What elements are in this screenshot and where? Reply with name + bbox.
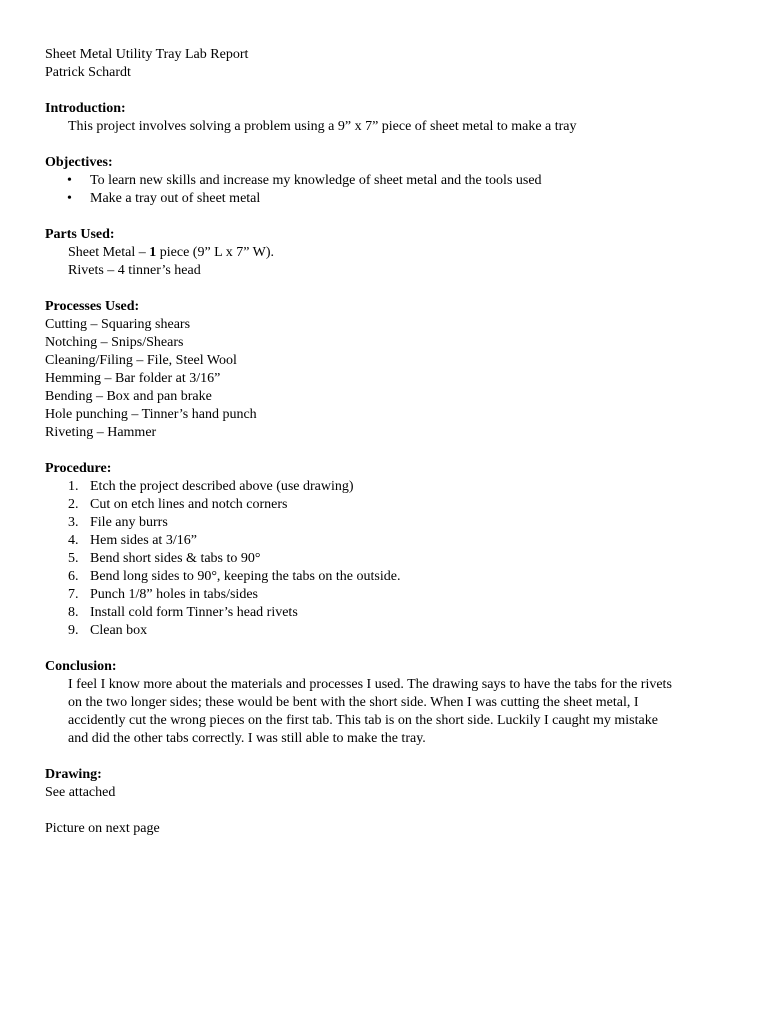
step-text: Install cold form Tinner’s head rivets xyxy=(90,605,298,620)
step-number: 5. xyxy=(68,551,79,566)
list-item xyxy=(45,172,735,190)
list-item xyxy=(45,190,735,208)
process-item: Cutting – Squaring shears xyxy=(45,317,191,332)
footer-note: Picture on next page xyxy=(45,821,160,836)
parts-rivets: Rivets – 4 tinner’s head xyxy=(68,263,201,278)
step-number: 7. xyxy=(68,587,79,602)
list-item xyxy=(45,550,735,568)
step-number: 6. xyxy=(68,569,79,584)
list-item xyxy=(45,532,735,550)
procedure-heading: Procedure: xyxy=(45,461,112,476)
objective-text: Make a tray out of sheet metal xyxy=(90,191,261,206)
step-number: 8. xyxy=(68,605,79,620)
parts-sheet-metal-suffix: piece (9” L x 7” W). xyxy=(156,245,275,260)
introduction-heading: Introduction: xyxy=(45,101,126,116)
step-number: 9. xyxy=(68,623,79,638)
spacer xyxy=(45,802,735,820)
report-title: Sheet Metal Utility Tray Lab Report xyxy=(45,47,249,62)
drawing-heading: Drawing: xyxy=(45,767,102,782)
bullet-marker: • xyxy=(67,191,72,206)
objectives-heading: Objectives: xyxy=(45,155,113,170)
objective-text: To learn new skills and increase my knowledge of sheet metal and the tools used xyxy=(90,173,542,188)
step-number: 1. xyxy=(68,479,79,494)
document-page xyxy=(45,46,735,838)
conclusion-heading: Conclusion: xyxy=(45,659,117,674)
spacer xyxy=(45,208,735,226)
step-number: 4. xyxy=(68,533,79,548)
conclusion-line: accidently cut the wrong pieces on the first tab. This tab is on the short side. Luckily I caught my mistake xyxy=(68,713,658,728)
conclusion-line: I feel I know more about the materials and processes I used. The drawing says to have the tabs for the rivets xyxy=(68,677,672,692)
process-item: Cleaning/Filing – File, Steel Wool xyxy=(45,353,237,368)
process-item: Notching – Snips/Shears xyxy=(45,335,184,350)
step-number: 3. xyxy=(68,515,79,530)
process-item: Riveting – Hammer xyxy=(45,425,157,440)
list-item xyxy=(45,496,735,514)
list-item xyxy=(45,478,735,496)
step-text: Punch 1/8” holes in tabs/sides xyxy=(90,587,258,602)
drawing-text: See attached xyxy=(45,785,116,800)
list-item xyxy=(45,604,735,622)
step-text: Bend long sides to 90°, keeping the tabs on the outside. xyxy=(90,569,401,584)
list-item xyxy=(45,622,735,640)
process-item: Hole punching – Tinner’s hand punch xyxy=(45,407,257,422)
step-text: File any burrs xyxy=(90,515,168,530)
spacer xyxy=(45,640,735,658)
spacer xyxy=(45,442,735,460)
processes-heading: Processes Used: xyxy=(45,299,140,314)
spacer xyxy=(45,748,735,766)
conclusion-line: and did the other tabs correctly. I was still able to make the tray. xyxy=(68,731,426,746)
step-text: Etch the project described above (use drawing) xyxy=(90,479,354,494)
parts-sheet-metal-qty: 1 xyxy=(149,245,157,260)
step-number: 2. xyxy=(68,497,79,512)
parts-sheet-metal xyxy=(45,244,735,262)
step-text: Hem sides at 3/16” xyxy=(90,533,197,548)
list-item xyxy=(45,586,735,604)
conclusion-line: on the two longer sides; these would be bent with the short side. When I was cutting the sheet metal, I xyxy=(68,695,639,710)
spacer xyxy=(45,82,735,100)
step-text: Bend short sides & tabs to 90° xyxy=(90,551,261,566)
step-text: Cut on etch lines and notch corners xyxy=(90,497,288,512)
list-item xyxy=(45,568,735,586)
parts-sheet-metal-prefix: Sheet Metal – xyxy=(68,245,150,260)
introduction-text: This project involves solving a problem using a 9” x 7” piece of sheet metal to make a tray xyxy=(68,119,577,134)
spacer xyxy=(45,280,735,298)
objectives-list xyxy=(45,172,735,208)
bullet-marker: • xyxy=(67,173,72,188)
parts-heading: Parts Used: xyxy=(45,227,115,242)
list-item xyxy=(45,514,735,532)
spacer xyxy=(45,136,735,154)
procedure-list xyxy=(45,478,735,640)
process-item: Bending – Box and pan brake xyxy=(45,389,212,404)
process-item: Hemming – Bar folder at 3/16” xyxy=(45,371,221,386)
report-author: Patrick Schardt xyxy=(45,65,131,80)
step-text: Clean box xyxy=(90,623,148,638)
